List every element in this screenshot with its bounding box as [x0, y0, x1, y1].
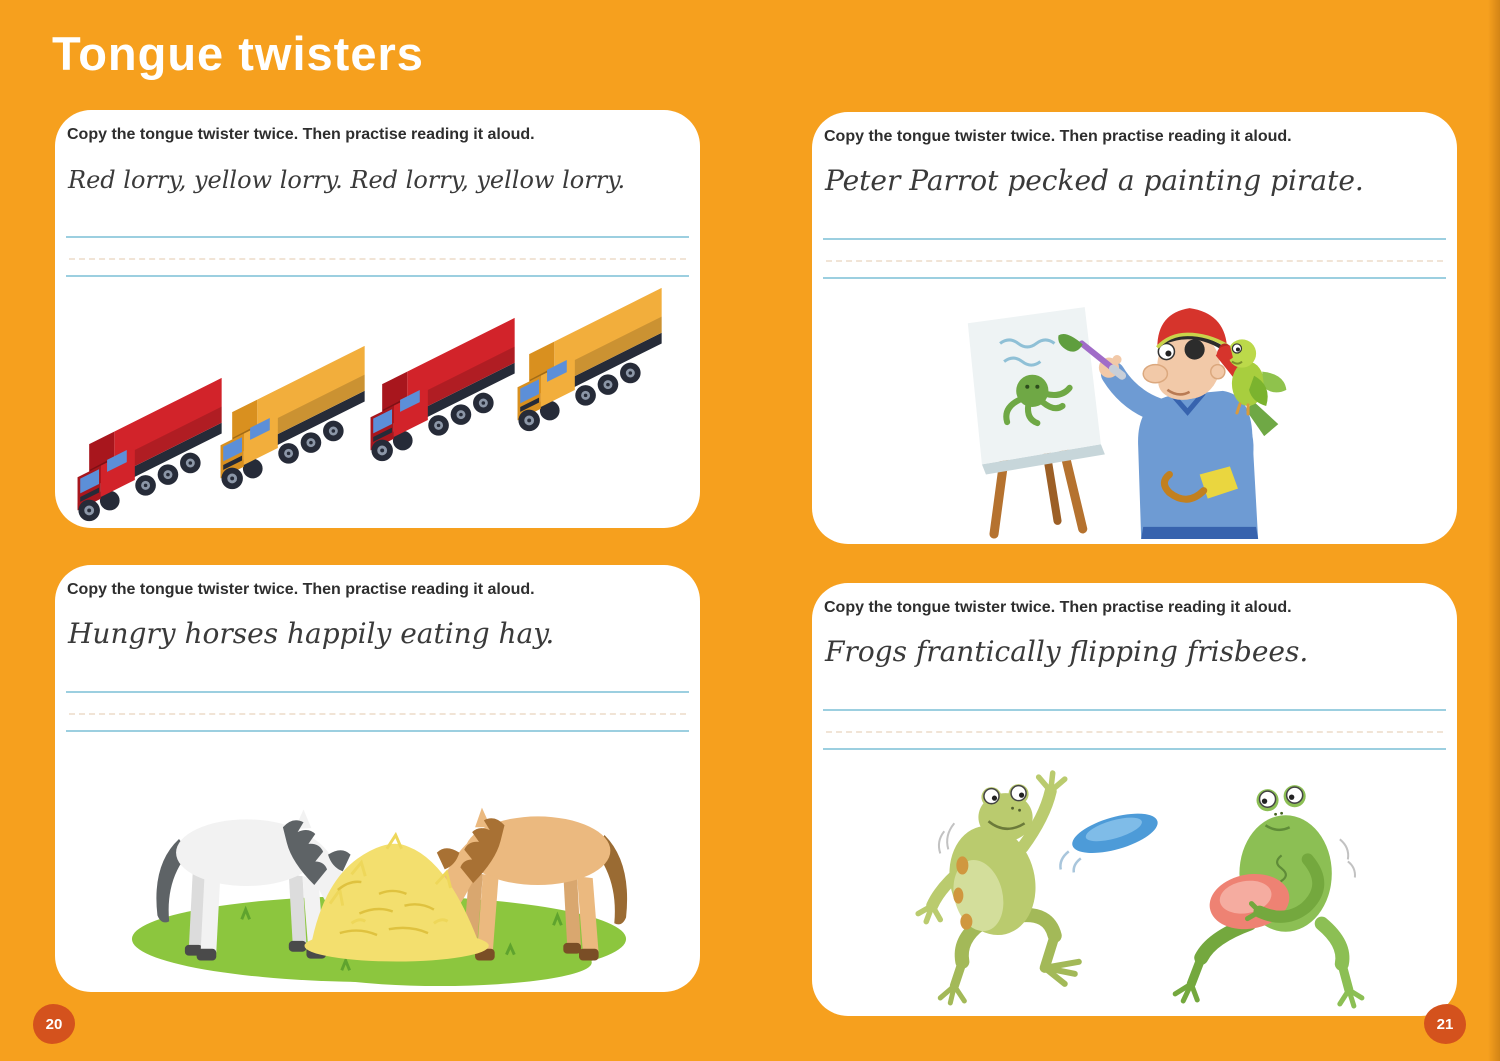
twister-card-frogs	[812, 583, 1457, 1016]
writing-guide-dashed-line	[69, 713, 686, 715]
tongue-twister-text: Frogs frantically flipping frisbees.	[825, 635, 1309, 668]
writing-guide-dashed-line	[826, 260, 1443, 262]
twister-card-red-lorry	[55, 110, 700, 528]
yellow-lorry-icon	[505, 286, 693, 434]
tongue-twister-text: Peter Parrot pecked a painting pirate.	[825, 164, 1364, 197]
twister-card-hungry-horses	[55, 565, 700, 992]
tongue-twister-text: Hungry horses happily eating hay.	[68, 617, 555, 650]
instruction-text: Copy the tongue twister twice. Then practise reading it aloud.	[67, 126, 535, 143]
tongue-twister-text: Red lorry, yellow lorry. Red lorry, yellow lorry.	[68, 166, 626, 194]
writing-line	[66, 730, 689, 732]
pirate-painting-illustration	[912, 287, 1322, 539]
page-number-badge: 20	[33, 1004, 75, 1044]
writing-line	[66, 691, 689, 693]
page-number-badge: 21	[1424, 1004, 1466, 1044]
writing-line	[66, 236, 689, 238]
writing-guide-dashed-line	[826, 731, 1443, 733]
writing-line	[823, 238, 1446, 240]
writing-line	[823, 709, 1446, 711]
writing-line	[823, 277, 1446, 279]
frogs-frisbees-illustration	[887, 755, 1369, 1011]
twister-card-peter-parrot	[812, 112, 1457, 544]
page-title: Tongue twisters	[52, 27, 424, 80]
instruction-text: Copy the tongue twister twice. Then practise reading it aloud.	[824, 599, 1292, 616]
horses-eating-hay-illustration	[83, 737, 675, 987]
writing-line	[823, 748, 1446, 750]
lorries-illustration	[55, 260, 700, 528]
instruction-text: Copy the tongue twister twice. Then practise reading it aloud.	[824, 128, 1292, 145]
instruction-text: Copy the tongue twister twice. Then practise reading it aloud.	[67, 581, 535, 598]
